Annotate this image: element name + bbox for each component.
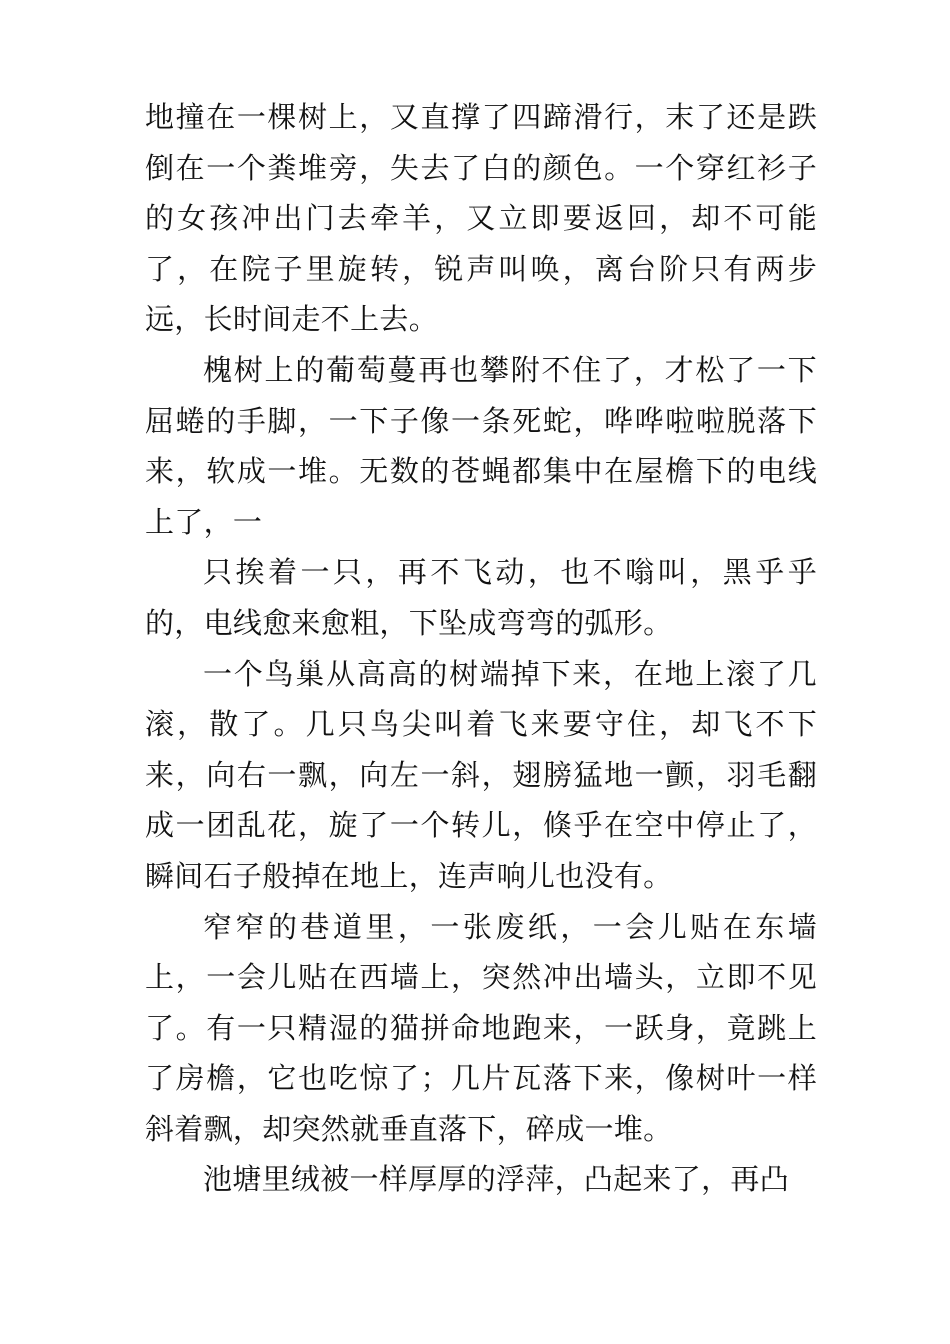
paragraph-1: 地撞在一棵树上，又直撑了四蹄滑行，末了还是跌倒在一个粪堆旁，失去了白的颜色。一个穿红衫子的女孩冲出门去牵羊，又立即要返回，却不可能了，在院子里旋转，锐声叫唤，离台阶只有两步远，长时间走不上去。	[145, 100, 817, 337]
paragraph-2: 槐树上的葡萄蔓再也攀附不住了，才松了一下屈蜷的手脚，一下子像一条死蛇，哗哗啦啦脱落下来，软成一堆。无数的苍蝇都集中在屋檐下的电线上了，一	[145, 352, 817, 539]
document-body	[145, 92, 817, 1205]
paragraph-5: 窄窄的巷道里，一张废纸，一会儿贴在东墙上，一会儿贴在西墙上，突然冲出墙头，立即不见了。有一只精湿的猫拼命地跑来，一跃身，竟跳上了房檐，它也吃惊了；几片瓦落下来，像树叶一样斜着飘，却突然就垂直落下，碎成一堆。	[145, 909, 817, 1146]
paragraph-4: 一个鸟巢从高高的树端掉下来，在地上滚了几滚，散了。几只鸟尖叫着飞来要守住，却飞不下来，向右一飘，向左一斜，翅膀猛地一颤，羽毛翻成一团乱花，旋了一个转儿，倏乎在空中停止了，瞬间石子般掉在地上，连声响儿也没有。	[145, 656, 817, 893]
paragraph-6: 池塘里绒被一样厚厚的浮萍，凸起来了，再凸	[203, 1162, 790, 1197]
paragraph-3: 只挨着一只，再不飞动，也不嗡叫，黑乎乎的，电线愈来愈粗，下坠成弯弯的弧形。	[145, 555, 817, 640]
